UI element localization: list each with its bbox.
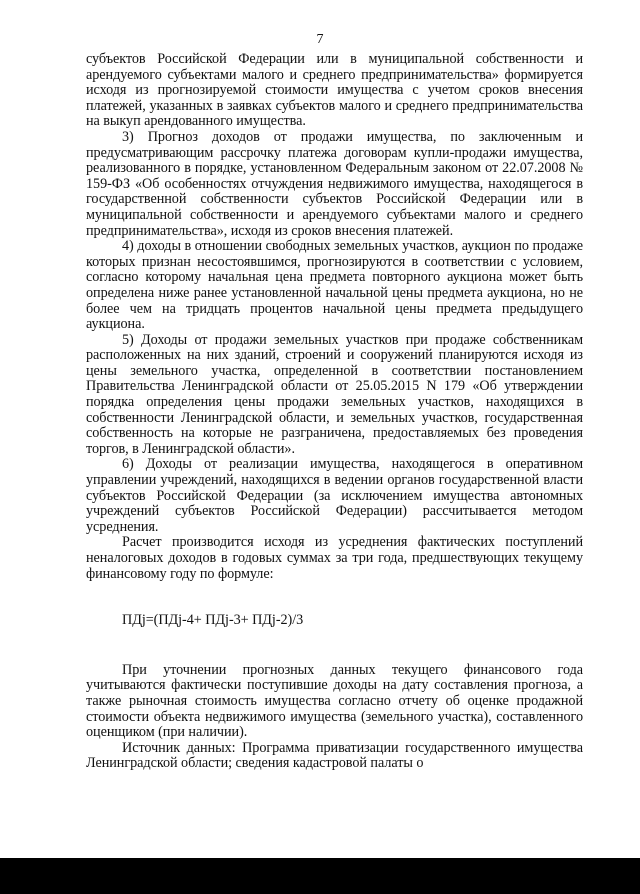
paragraph-calculation: Расчет производится исходя из усреднения фактических поступлений неналоговых доходов в годовых суммах за три года, предшествующих текущему финансовому году по формуле: xyxy=(86,534,583,582)
page-number: 7 xyxy=(316,32,324,47)
paragraph-continuation: субъектов Российской Федерации или в муниципальной собственности и арендуемого субъектами малого и среднего предпринимательства» формируется исходя из прогнозируемой стоимости имущества с учетом сроков внесения платежей, указанных в заявках субъектов малого и среднего предпринимательства на выкуп арендованного имущества. xyxy=(86,51,583,130)
paragraph-data-source: Источник данных: Программа приватизации государственного имущества Ленинградской области; сведения кадастровой палаты о xyxy=(86,739,583,772)
paragraph-item-4: 4) доходы в отношении свободных земельных участков, аукцион по продаже которых признан несостоявшимся, прогнозируются в соответствии с условием, согласно которому начальная цена предмета повторного аукциона может быть определена ниже ранее установленной начальной цены предмета аукциона, но не более чем на тридцать процентов начальной цены предмета предыдущего аукциона. xyxy=(86,238,583,333)
scan-bottom-border xyxy=(0,858,640,894)
paragraph-item-5: 5) Доходы от продажи земельных участков при продаже собственникам расположенных на них зданий, строений и сооружений планируются исходя из цены земельного участка, определенной в соответствии постановлением Правительства Ленинградской области от 25.05.2015 N 179 «Об утверждении порядка определения цены продажи земельных участков, находящихся в собственности Ленинградской области, и земельных участков, государственная собственность на которые не разграничена, предоставляемых без проведения торгов, в Ленинградской области». xyxy=(86,331,583,457)
page-body xyxy=(86,52,583,772)
paragraph-clarification: При уточнении прогнозных данных текущего финансового года учитываются фактически поступившие доходы на дату составления прогноза, а также рыночная стоимость имущества согласно отчету об оценке продажной стоимости объекта недвижимого имущества (земельного участка), составленного оценщиком (при наличии). xyxy=(86,661,583,741)
paragraph-item-6: 6) Доходы от реализации имущества, находящегося в оперативном управлении учреждений, находящихся в ведении органов государственной власти субъектов Российской Федерации (за исключением имущества автономных учреждений субъектов Российской Федерации) рассчитывается методом усреднения. xyxy=(86,456,583,535)
paragraph-item-3: 3) Прогноз доходов от продажи имущества, по заключенным и предусматривающим рассрочку платежа договорам купли-продажи имущества, реализованного в порядке, установленном Федеральным законом от 22.07.2008 № 159-ФЗ «Об особенностях отчуждения недвижимого имущества, находящегося в государственной собственности субъектов Российской Федерации или в муниципальной собственности и арендуемого субъектами малого и среднего предпринимательства», исходя из сроков внесения платежей. xyxy=(86,128,583,239)
formula: ПДj=(ПДj-4+ ПДj-3+ ПДj-2)/3 xyxy=(122,612,304,629)
